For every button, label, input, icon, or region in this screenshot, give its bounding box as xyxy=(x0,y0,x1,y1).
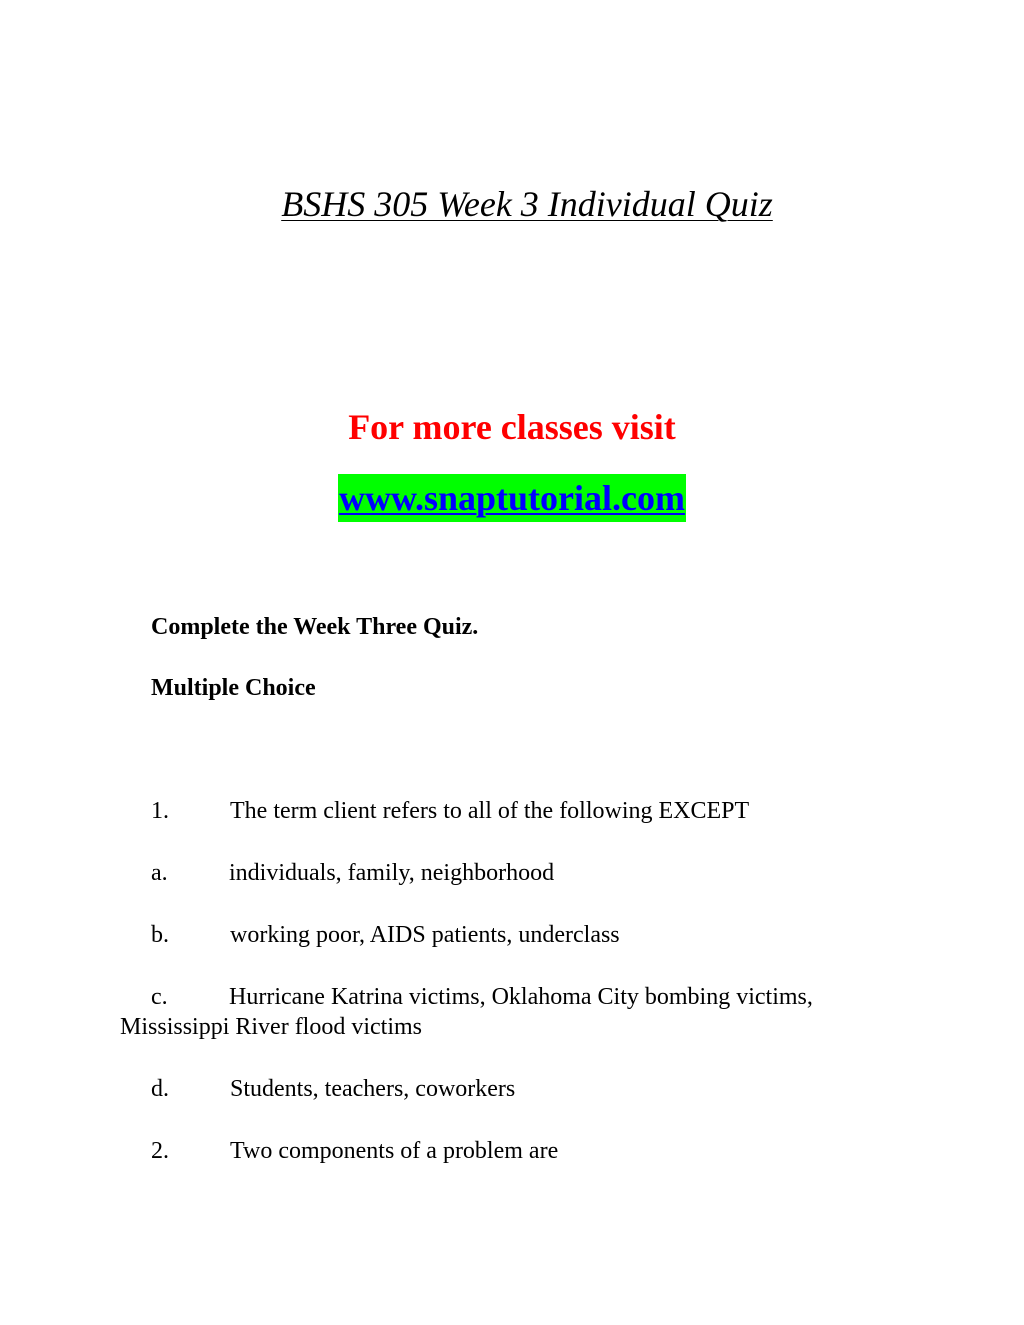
question-1-option-c xyxy=(151,982,813,1012)
option-c-letter: c. xyxy=(151,984,168,1010)
website-link[interactable]: www.snaptutorial.com xyxy=(338,474,686,522)
question-1-option-b xyxy=(151,920,620,950)
option-a-text: individuals, family, neighborhood xyxy=(229,860,555,886)
option-a-letter: a. xyxy=(151,860,168,886)
question-1-text: The term client refers to all of the following EXCEPT xyxy=(230,798,750,824)
promo-text: For more classes visit xyxy=(348,407,676,447)
question-1-option-a xyxy=(151,858,554,888)
document-title: BSHS 305 Week 3 Individual Quiz xyxy=(281,184,773,224)
option-c-text: Hurricane Katrina victims, Oklahoma City bombing victims, xyxy=(229,984,813,1010)
instruction-text: Complete the Week Three Quiz. xyxy=(151,614,479,640)
section-heading: Multiple Choice xyxy=(151,675,316,701)
option-b-text: working poor, AIDS patients, underclass xyxy=(230,922,620,948)
option-b-letter: b. xyxy=(151,922,169,948)
option-d-letter: d. xyxy=(151,1076,169,1102)
question-2-text: Two components of a problem are xyxy=(230,1138,559,1164)
option-c-continuation: Mississippi River flood victims xyxy=(120,1014,423,1040)
question-2 xyxy=(151,1136,558,1166)
link-container xyxy=(0,474,1024,522)
question-1 xyxy=(151,796,749,826)
question-1-number: 1. xyxy=(151,798,169,824)
question-1-option-d xyxy=(151,1074,515,1104)
option-d-text: Students, teachers, coworkers xyxy=(230,1076,516,1102)
question-2-number: 2. xyxy=(151,1138,169,1164)
